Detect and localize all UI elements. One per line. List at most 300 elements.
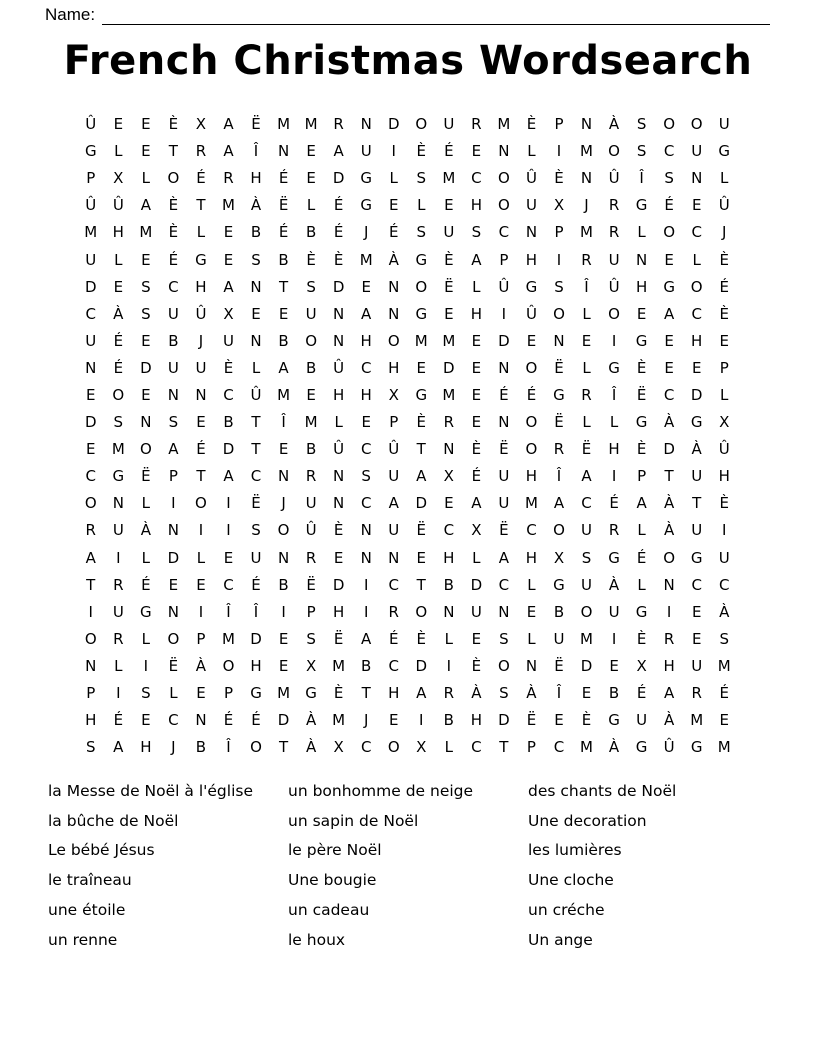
grid-cell: C <box>471 169 482 188</box>
grid-cell: D <box>167 548 180 567</box>
grid-cell: U <box>443 115 455 134</box>
grid-cell: É <box>113 711 124 730</box>
grid-cell: D <box>415 656 428 675</box>
grid-cell: I <box>116 548 121 567</box>
grid-cell: N <box>167 521 179 540</box>
grid-cell: I <box>116 684 121 703</box>
grid-cell: È <box>333 250 344 269</box>
grid-cell: L <box>169 684 178 703</box>
grid-cell: B <box>443 711 454 730</box>
grid-cell: E <box>664 358 674 377</box>
grid-cell: M <box>442 331 456 350</box>
grid-cell: L <box>334 413 343 432</box>
grid-cell: B <box>195 738 207 757</box>
grid-cell: S <box>113 413 124 432</box>
grid-cell: E <box>223 223 234 242</box>
grid-cell: X <box>719 413 730 432</box>
grid-cell: Î <box>639 169 644 188</box>
grid-cell: À <box>526 684 537 703</box>
grid-cell: È <box>471 440 482 459</box>
grid-cell: S <box>416 223 427 242</box>
grid-cell: O <box>415 115 428 134</box>
grid-cell: D <box>332 277 345 296</box>
grid-cell: R <box>581 385 592 404</box>
grid-cell: Ë <box>141 467 151 486</box>
grid-cell: X <box>471 521 482 540</box>
grid-cell: U <box>498 467 510 486</box>
grid-cell: M <box>717 738 731 757</box>
word-bank-item: Une cloche <box>528 871 614 890</box>
grid-cell: M <box>332 711 346 730</box>
grid-cell: O <box>277 521 290 540</box>
grid-cell: P <box>719 358 729 377</box>
grid-cell: O <box>525 358 538 377</box>
grid-cell: L <box>582 304 591 323</box>
grid-cell: M <box>359 250 373 269</box>
grid-cell: E <box>444 494 454 513</box>
grid-cell: Ë <box>499 521 509 540</box>
grid-cell: D <box>663 440 675 459</box>
grid-cell: T <box>416 575 426 594</box>
grid-cell: N <box>195 385 207 404</box>
grid-cell: N <box>580 115 593 134</box>
grid-cell: À <box>140 521 151 540</box>
grid-cell: S <box>719 629 729 648</box>
grid-cell: X <box>113 169 124 188</box>
grid-cell: L <box>527 142 536 161</box>
grid-cell: É <box>526 385 537 404</box>
grid-cell: L <box>609 413 619 432</box>
grid-cell: L <box>472 277 481 296</box>
grid-cell: R <box>471 115 482 134</box>
grid-cell: L <box>692 250 701 269</box>
grid-cell: A <box>223 467 234 486</box>
grid-cell: Û <box>250 385 262 404</box>
grid-cell: M <box>139 223 153 242</box>
grid-cell: C <box>691 575 702 594</box>
grid-cell: Ë <box>251 494 261 513</box>
grid-cell: E <box>719 711 729 730</box>
grid-cell: S <box>416 169 427 188</box>
grid-cell: O <box>250 738 262 757</box>
grid-cell: L <box>196 548 206 567</box>
grid-cell: À <box>664 521 675 540</box>
grid-cell: R <box>195 142 207 161</box>
grid-cell: P <box>637 467 647 486</box>
word-bank-column <box>48 777 288 955</box>
grid-cell: Ë <box>554 413 564 432</box>
grid-cell: A <box>471 494 482 513</box>
grid-cell: C <box>250 467 262 486</box>
grid-cell: É <box>636 684 647 703</box>
grid-cell: É <box>141 575 151 594</box>
grid-cell: C <box>526 521 537 540</box>
grid-cell: H <box>470 711 482 730</box>
grid-cell: N <box>277 548 290 567</box>
grid-cell: M <box>414 331 428 350</box>
grid-cell: È <box>416 413 426 432</box>
word-bank-item: une étoile <box>48 900 126 919</box>
grid-cell: J <box>281 494 286 513</box>
grid-cell: O <box>222 656 235 675</box>
grid-cell: À <box>388 250 399 269</box>
grid-cell: È <box>719 494 729 513</box>
grid-cell: O <box>553 521 565 540</box>
grid-cell: X <box>553 196 565 215</box>
word-bank-item: le houx <box>288 930 346 949</box>
word-bank-item: le traîneau <box>48 871 132 890</box>
grid-cell: H <box>85 711 97 730</box>
grid-cell: Û <box>718 440 730 459</box>
grid-cell: I <box>226 521 231 540</box>
grid-cell: G <box>140 602 152 621</box>
grid-cell: E <box>278 629 289 648</box>
grid-cell: M <box>524 494 538 513</box>
grid-cell: E <box>141 331 151 350</box>
grid-cell: D <box>415 494 428 513</box>
grid-cell: B <box>305 223 317 242</box>
grid-cell: Ë <box>636 385 647 404</box>
grid-cell: E <box>196 684 206 703</box>
grid-cell: M <box>690 711 704 730</box>
grid-cell: U <box>525 196 537 215</box>
grid-cell: S <box>251 521 261 540</box>
grid-cell: N <box>580 169 593 188</box>
grid-cell: E <box>471 413 482 432</box>
grid-cell: Î <box>611 385 617 404</box>
grid-cell: H <box>140 738 152 757</box>
grid-cell: E <box>306 142 316 161</box>
grid-cell: È <box>416 142 426 161</box>
grid-cell: B <box>168 331 179 350</box>
grid-cell: M <box>580 738 593 757</box>
grid-cell: Ë <box>444 277 454 296</box>
grid-cell: O <box>387 331 400 350</box>
grid-cell: T <box>196 467 206 486</box>
grid-cell: S <box>141 304 151 323</box>
grid-cell: E <box>141 385 151 404</box>
grid-cell: H <box>525 250 538 269</box>
grid-cell: O <box>305 331 317 350</box>
grid-cell: G <box>690 738 703 757</box>
grid-cell: M <box>84 223 98 242</box>
grid-cell: R <box>305 548 317 567</box>
grid-cell: L <box>637 223 646 242</box>
grid-cell: N <box>443 440 455 459</box>
grid-cell: E <box>141 142 151 161</box>
grid-cell: É <box>636 548 647 567</box>
grid-cell: É <box>251 575 261 594</box>
grid-cell: E <box>86 385 96 404</box>
grid-cell: P <box>554 223 564 242</box>
grid-cell: À <box>608 115 620 134</box>
word-bank-item: Un ange <box>528 930 593 949</box>
grid-cell: À <box>719 602 730 621</box>
grid-cell: I <box>722 521 727 540</box>
grid-cell: E <box>636 304 647 323</box>
grid-cell: E <box>278 656 289 675</box>
grid-cell: L <box>141 629 151 648</box>
grid-cell: O <box>167 629 180 648</box>
grid-cell: E <box>691 358 702 377</box>
grid-cell: U <box>388 467 400 486</box>
grid-cell: C <box>471 738 482 757</box>
grid-cell: L <box>141 169 151 188</box>
grid-cell: O <box>195 494 207 513</box>
grid-cell: S <box>581 548 592 567</box>
grid-cell: L <box>114 656 123 675</box>
grid-cell: P <box>306 602 316 621</box>
grid-cell: À <box>608 575 620 594</box>
grid-cell: H <box>525 548 538 567</box>
word-bank-item: un sapin de Noël <box>288 811 419 830</box>
grid-cell: U <box>691 656 703 675</box>
grid-cell: D <box>250 629 262 648</box>
grid-cell: E <box>388 711 399 730</box>
grid-cell: D <box>690 385 703 404</box>
grid-cell: Ë <box>554 656 564 675</box>
grid-cell: B <box>278 331 289 350</box>
grid-cell: Î <box>226 738 231 757</box>
grid-cell: G <box>195 250 207 269</box>
grid-cell: O <box>580 602 593 621</box>
grid-cell: É <box>719 277 729 296</box>
grid-cell: O <box>663 115 676 134</box>
grid-cell: R <box>691 684 702 703</box>
grid-cell: U <box>85 331 97 350</box>
grid-cell: R <box>113 629 124 648</box>
grid-cell: N <box>167 602 179 621</box>
grid-cell: B <box>443 575 454 594</box>
grid-cell: G <box>84 142 97 161</box>
grid-cell: E <box>554 711 564 730</box>
grid-cell: M <box>304 413 318 432</box>
grid-cell: L <box>306 196 316 215</box>
grid-cell: I <box>391 142 396 161</box>
grid-cell: E <box>113 115 124 134</box>
grid-cell: A <box>498 548 510 567</box>
grid-cell: C <box>360 358 372 377</box>
grid-cell: E <box>306 385 316 404</box>
grid-cell: J <box>363 711 369 730</box>
word-bank-column <box>288 777 528 955</box>
grid-cell: E <box>664 250 674 269</box>
grid-cell: U <box>636 711 648 730</box>
grid-cell: B <box>305 440 317 459</box>
grid-cell: O <box>608 304 620 323</box>
grid-cell: Ë <box>581 440 592 459</box>
grid-cell: À <box>305 711 317 730</box>
grid-cell: G <box>718 142 731 161</box>
grid-cell: M <box>332 656 346 675</box>
grid-cell: M <box>304 115 318 134</box>
grid-cell: E <box>361 413 371 432</box>
grid-cell: Ë <box>416 521 426 540</box>
grid-cell: L <box>141 548 151 567</box>
grid-cell: X <box>443 467 454 486</box>
grid-cell: L <box>720 169 729 188</box>
grid-cell: Ë <box>554 358 564 377</box>
grid-cell: É <box>333 223 344 242</box>
grid-cell: M <box>277 385 291 404</box>
grid-cell: L <box>527 575 536 594</box>
grid-cell: T <box>196 196 206 215</box>
grid-cell: B <box>223 413 234 432</box>
grid-cell: É <box>499 385 509 404</box>
grid-cell: N <box>112 494 124 513</box>
grid-cell: P <box>86 169 96 188</box>
grid-cell: D <box>332 575 345 594</box>
grid-cell: U <box>112 521 124 540</box>
grid-cell: E <box>113 277 124 296</box>
grid-cell: É <box>278 169 289 188</box>
grid-cell: A <box>168 440 179 459</box>
grid-cell: Ë <box>499 440 509 459</box>
grid-cell: E <box>471 629 482 648</box>
grid-cell: Û <box>333 358 345 377</box>
word-bank-item: Une bougie <box>288 871 377 890</box>
grid-cell: G <box>635 196 648 215</box>
word-bank-item: Une decoration <box>528 811 647 830</box>
grid-cell: T <box>692 494 702 513</box>
grid-cell: Û <box>388 440 400 459</box>
grid-cell: T <box>499 738 509 757</box>
grid-cell: C <box>168 711 179 730</box>
grid-cell: D <box>387 115 400 134</box>
grid-cell: É <box>719 684 729 703</box>
grid-cell: D <box>222 440 235 459</box>
grid-cell: D <box>498 711 510 730</box>
word-bank-item: un renne <box>48 930 118 949</box>
grid-cell: E <box>471 358 482 377</box>
grid-cell: M <box>442 169 456 188</box>
grid-cell: M <box>497 115 511 134</box>
grid-cell: N <box>443 602 455 621</box>
grid-cell: È <box>223 358 234 377</box>
grid-cell: A <box>581 467 592 486</box>
grid-cell: J <box>584 196 589 215</box>
grid-cell: H <box>388 358 400 377</box>
grid-cell: L <box>637 521 646 540</box>
grid-cell: O <box>387 738 400 757</box>
grid-cell: M <box>221 196 235 215</box>
grid-cell: X <box>333 738 344 757</box>
grid-cell: A <box>416 467 427 486</box>
grid-cell: N <box>333 467 345 486</box>
grid-cell: C <box>388 575 399 594</box>
grid-cell: P <box>86 684 96 703</box>
grid-cell: E <box>444 304 454 323</box>
grid-cell: È <box>333 521 344 540</box>
grid-cell: H <box>360 331 372 350</box>
page-title: French Christmas Wordsearch <box>63 38 753 84</box>
grid-cell: P <box>526 738 536 757</box>
grid-cell: G <box>690 413 703 432</box>
grid-cell: N <box>360 548 372 567</box>
grid-cell: L <box>472 548 481 567</box>
word-bank-item: des chants de Noël <box>528 782 677 800</box>
grid-cell: B <box>278 250 289 269</box>
grid-cell: È <box>581 711 592 730</box>
grid-cell: É <box>471 467 482 486</box>
grid-cell: R <box>553 440 565 459</box>
grid-cell: H <box>691 331 703 350</box>
grid-cell: R <box>443 684 455 703</box>
grid-cell: O <box>84 494 97 513</box>
grid-cell: S <box>499 629 509 648</box>
grid-cell: O <box>167 169 180 188</box>
grid-cell: O <box>663 223 676 242</box>
grid-cell: È <box>636 358 647 377</box>
grid-cell: O <box>525 440 538 459</box>
grid-cell: À <box>113 304 124 323</box>
grid-cell: H <box>195 277 207 296</box>
grid-cell: M <box>111 440 125 459</box>
grid-cell: C <box>691 304 702 323</box>
grid-cell: G <box>690 548 703 567</box>
grid-cell: N <box>388 277 400 296</box>
grid-cell: O <box>497 169 510 188</box>
grid-cell: U <box>691 521 703 540</box>
grid-cell: I <box>143 656 149 675</box>
grid-cell: À <box>664 711 675 730</box>
grid-cell: T <box>251 413 261 432</box>
grid-cell: C <box>691 223 702 242</box>
grid-cell: H <box>360 385 372 404</box>
grid-cell: L <box>444 738 453 757</box>
grid-cell: N <box>140 413 152 432</box>
grid-cell: M <box>580 223 593 242</box>
grid-cell: U <box>250 548 262 567</box>
grid-cell: H <box>388 684 400 703</box>
grid-cell: H <box>250 656 262 675</box>
grid-cell: D <box>332 169 345 188</box>
grid-cell: É <box>333 196 344 215</box>
grid-cell: N <box>333 331 345 350</box>
grid-cell: G <box>635 738 648 757</box>
grid-cell: C <box>223 575 234 594</box>
grid-cell: É <box>664 196 674 215</box>
grid-cell: G <box>360 169 372 188</box>
grid-cell: P <box>223 684 233 703</box>
grid-cell: U <box>222 331 234 350</box>
grid-cell: A <box>113 738 124 757</box>
grid-cell: S <box>664 169 674 188</box>
grid-cell: È <box>168 115 179 134</box>
grid-cell: N <box>195 711 207 730</box>
grid-cell: C <box>663 385 675 404</box>
grid-cell: G <box>525 277 538 296</box>
grid-cell: R <box>581 250 592 269</box>
grid-cell: R <box>223 169 234 188</box>
grid-cell: O <box>497 656 510 675</box>
grid-cell: L <box>251 358 261 377</box>
grid-cell: I <box>611 331 617 350</box>
grid-cell: D <box>443 358 455 377</box>
grid-cell: É <box>444 142 454 161</box>
grid-cell: C <box>360 440 372 459</box>
grid-cell: O <box>525 413 538 432</box>
grid-cell: È <box>719 250 729 269</box>
grid-cell: T <box>278 277 289 296</box>
grid-cell: H <box>608 440 620 459</box>
grid-cell: E <box>581 684 592 703</box>
grid-cell: O <box>415 602 428 621</box>
grid-cell: G <box>635 602 648 621</box>
grid-cell: G <box>360 196 372 215</box>
grid-cell: A <box>140 196 151 215</box>
grid-cell: L <box>114 142 123 161</box>
